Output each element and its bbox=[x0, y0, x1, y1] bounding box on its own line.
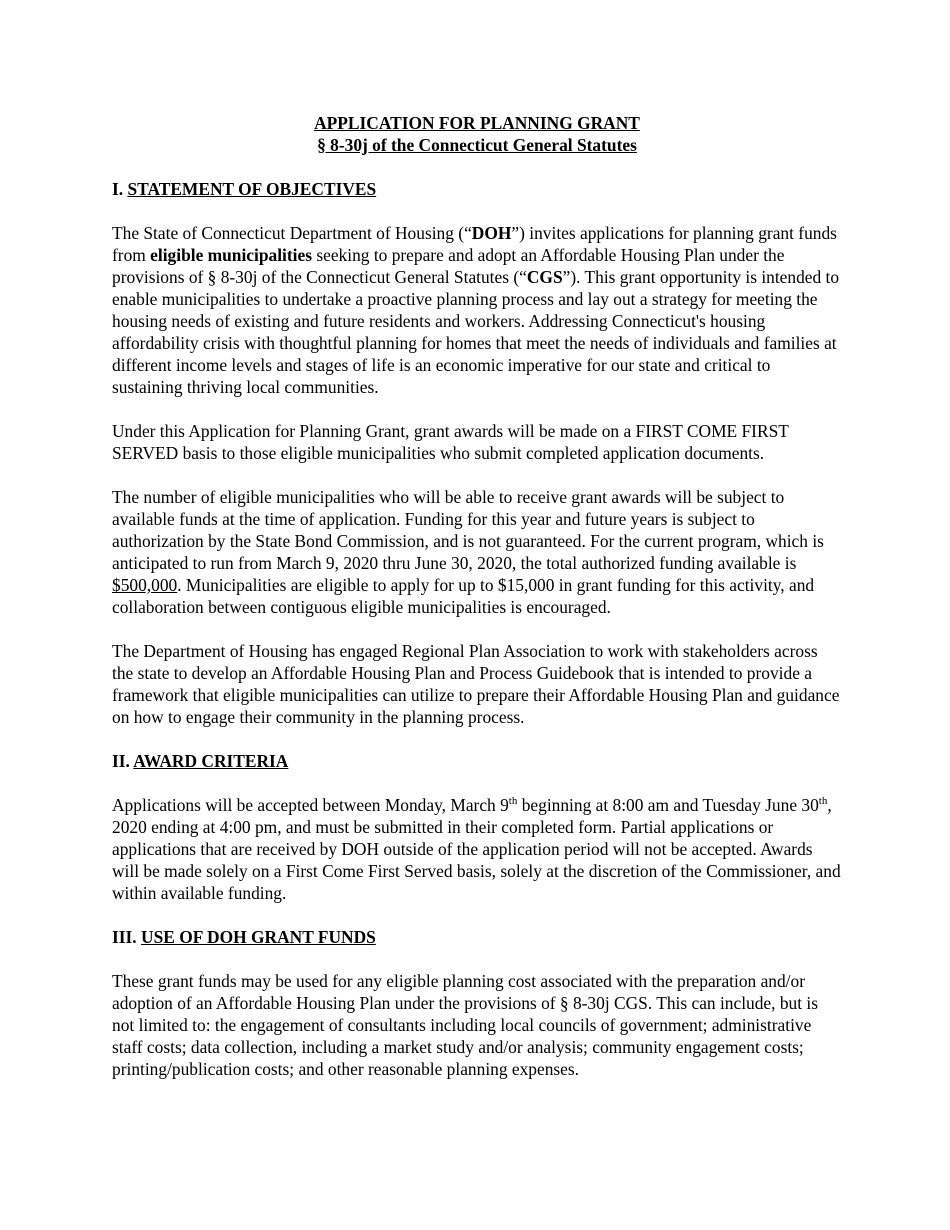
text-run: . Municipalities are eligible to apply for up to $15,000 in grant funding for this activity, and collaboration between contiguous eligible municipalities is encouraged. bbox=[112, 575, 815, 617]
title-line-2: § 8-30j of the Connecticut General Statutes bbox=[317, 135, 637, 155]
ordinal-suffix: th bbox=[508, 795, 518, 808]
paragraph-first-come-first-served: Under this Application for Planning Grant, grant awards will be made on a FIRST COME FIRST SERVED basis to those eligible municipalities who submit completed application documents. bbox=[112, 421, 789, 463]
paragraph-funding-availability bbox=[112, 486, 842, 618]
funding-amount: $500,000 bbox=[112, 575, 178, 595]
term-eligible-municipalities: eligible municipalities bbox=[150, 245, 312, 265]
document-title bbox=[112, 112, 842, 156]
section-number: I. bbox=[112, 179, 124, 199]
document-page bbox=[112, 112, 842, 1080]
text-run: The number of eligible municipalities who will be able to receive grant awards will be subject to available funds at the time of application. Funding for this year and future years is subject to authorization by the State Bond Commission, and is not guaranteed. For the current program, which is anticipated to run from March 9, 2020 thru June 30, 2020, the total authorized funding available is bbox=[112, 487, 824, 573]
section-title: STATEMENT OF OBJECTIVES bbox=[127, 179, 377, 199]
text-run: The State of Connecticut Department of Housing (“ bbox=[112, 223, 472, 243]
section-heading-award-criteria bbox=[112, 750, 842, 772]
text-run: ”) invites applications for planning grant funds from bbox=[112, 223, 837, 265]
section-heading-statement-of-objectives bbox=[112, 178, 842, 200]
text-run: seeking to prepare and adopt an Affordable Housing Plan under the provisions of § 8-30j of the Connecticut General Statutes (“ bbox=[112, 245, 785, 287]
ordinal-suffix: th bbox=[818, 795, 828, 808]
term-cgs: CGS bbox=[526, 267, 563, 287]
paragraph-eligible-costs: These grant funds may be used for any eligible planning cost associated with the preparation and/or adoption of an Affordable Housing Plan under the provisions of § 8-30j CGS. This can include, but is not limited to: the engagement of consultants including local councils of government; administrative staff costs; data collection, including a market study and/or analysis; community engagement costs; printing/publication costs; and other reasonable planning expenses. bbox=[112, 971, 819, 1079]
paragraph-objectives-intro bbox=[112, 222, 842, 398]
section-number: III. bbox=[112, 927, 137, 947]
term-doh: DOH bbox=[471, 223, 512, 243]
text-run: Applications will be accepted between Monday, March 9 bbox=[112, 795, 509, 815]
paragraph-guidebook: The Department of Housing has engaged Regional Plan Association to work with stakeholders across the state to develop an Affordable Housing Plan and Process Guidebook that is intended to provide a framework that eligible municipalities can utilize to prepare their Affordable Housing Plan and guidance on how to engage their community in the planning process. bbox=[112, 641, 840, 727]
text-run: ”). This grant opportunity is intended to enable municipalities to undertake a proactive planning process and lay out a strategy for meeting the housing needs of existing and future residents and workers. Addressing Connecticut's housing affordability crisis with thoughtful planning for homes that meet the needs of individuals and families at different income levels and stages of life is an economic imperative for our state and critical to sustaining thriving local communities. bbox=[112, 267, 840, 397]
text-run: beginning at 8:00 am and Tuesday June 30 bbox=[517, 795, 819, 815]
section-heading-use-of-grant-funds bbox=[112, 926, 842, 948]
section-title: USE OF DOH GRANT FUNDS bbox=[141, 927, 376, 947]
section-title: AWARD CRITERIA bbox=[133, 751, 289, 771]
paragraph-application-period bbox=[112, 794, 842, 904]
title-line-1: APPLICATION FOR PLANNING GRANT bbox=[314, 113, 640, 133]
section-number: II. bbox=[112, 751, 130, 771]
text-run: , 2020 ending at 4:00 pm, and must be submitted in their completed form. Partial applications or applications that are received by DOH outside of the application period will not be accepted. Awards will be made solely on a First Come First Served basis, solely at the discretion of the Commissioner, and within available funding. bbox=[112, 795, 841, 903]
